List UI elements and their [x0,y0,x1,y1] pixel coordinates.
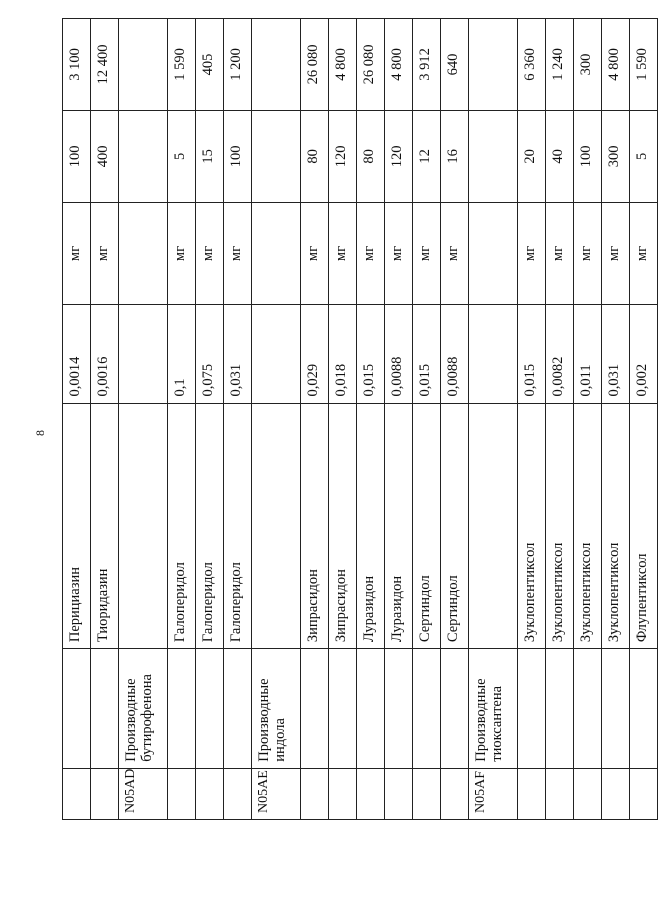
drug-name-cell: Зипрасидон [329,403,357,649]
unit-cell: мг [301,202,329,305]
unit-cell: мг [357,202,385,305]
total-cell: 3 100 [63,19,91,111]
dose-cell: 40 [546,110,574,202]
drug-table [62,18,658,820]
total-cell: 26 080 [357,19,385,111]
group-name-cell [301,649,329,769]
ddd-value-cell: 0,015 [413,305,441,403]
dose-cell: 120 [385,110,413,202]
atc-code-cell [329,768,357,819]
atc-code-cell [168,768,196,819]
atc-code-cell [630,768,658,819]
atc-code-cell: N05AD [119,768,168,819]
ddd-value-cell: 0,015 [518,305,546,403]
drug-name-cell: Галоперидол [196,403,224,649]
dose-cell: 100 [574,110,602,202]
ddd-value-cell: 0,011 [574,305,602,403]
ddd-value-cell: 0,0016 [91,305,119,403]
table-row [63,19,91,820]
atc-code-cell [224,768,252,819]
dose-cell: 120 [329,110,357,202]
atc-code-cell [413,768,441,819]
total-cell: 6 360 [518,19,546,111]
unit-cell: мг [518,202,546,305]
table-row [252,19,301,820]
drug-name-cell: Зуклопентиксол [546,403,574,649]
atc-code-cell [63,768,91,819]
drug-name-cell: Зуклопентиксол [518,403,546,649]
atc-code-cell: N05AF [469,768,518,819]
table-row [602,19,630,820]
total-cell [469,19,518,111]
group-name-cell [168,649,196,769]
ddd-value-cell: 0,0082 [546,305,574,403]
total-cell [119,19,168,111]
table-row [441,19,469,820]
group-name-cell [441,649,469,769]
total-cell: 3 912 [413,19,441,111]
atc-code-cell [91,768,119,819]
total-cell: 12 400 [91,19,119,111]
ddd-value-cell [119,305,168,403]
drug-name-cell: Флупентиксол [630,403,658,649]
group-name-cell [518,649,546,769]
unit-cell: мг [546,202,574,305]
total-cell: 300 [574,19,602,111]
dose-cell: 100 [224,110,252,202]
atc-code-cell [441,768,469,819]
drug-name-cell: Зуклопентиксол [574,403,602,649]
dose-cell: 80 [301,110,329,202]
unit-cell: мг [63,202,91,305]
group-name-cell [63,649,91,769]
ddd-value-cell: 0,1 [168,305,196,403]
group-name-cell [602,649,630,769]
dose-cell: 5 [630,110,658,202]
table-row [196,19,224,820]
table-row [357,19,385,820]
drug-name-cell: Перициазин [63,403,91,649]
table-row [91,19,119,820]
group-name-cell: Производные тиоксантена [469,649,518,769]
ddd-value-cell: 0,029 [301,305,329,403]
dose-cell: 300 [602,110,630,202]
total-cell: 1 200 [224,19,252,111]
table-row [546,19,574,820]
dose-cell [469,110,518,202]
drug-name-cell: Галоперидол [168,403,196,649]
ddd-value-cell: 0,018 [329,305,357,403]
table-row [630,19,658,820]
table-row [168,19,196,820]
page-number: 8 [33,430,47,436]
drug-name-cell [119,403,168,649]
drug-name-cell: Галоперидол [224,403,252,649]
table-row [574,19,602,820]
dose-cell: 16 [441,110,469,202]
drug-name-cell: Сертиндол [441,403,469,649]
atc-code-cell [518,768,546,819]
dose-cell: 20 [518,110,546,202]
table-row [385,19,413,820]
ddd-value-cell: 0,031 [602,305,630,403]
total-cell: 1 240 [546,19,574,111]
group-name-cell [413,649,441,769]
table-row [301,19,329,820]
drug-name-cell [469,403,518,649]
table-row [224,19,252,820]
atc-code-cell [574,768,602,819]
atc-code-cell [357,768,385,819]
group-name-cell [91,649,119,769]
total-cell: 1 590 [168,19,196,111]
dose-cell: 15 [196,110,224,202]
ddd-value-cell: 0,0088 [441,305,469,403]
drug-name-cell: Зипрасидон [301,403,329,649]
group-name-cell: Производные индола [252,649,301,769]
group-name-cell [574,649,602,769]
ddd-value-cell: 0,015 [357,305,385,403]
group-name-cell [385,649,413,769]
dose-cell: 5 [168,110,196,202]
unit-cell: мг [413,202,441,305]
unit-cell: мг [224,202,252,305]
total-cell: 640 [441,19,469,111]
total-cell: 26 080 [301,19,329,111]
drug-name-cell: Тиоридазин [91,403,119,649]
dose-cell: 80 [357,110,385,202]
table-row [119,19,168,820]
drug-name-cell [252,403,301,649]
unit-cell: мг [196,202,224,305]
unit-cell: мг [385,202,413,305]
dose-cell: 100 [63,110,91,202]
total-cell: 4 800 [602,19,630,111]
atc-code-cell [196,768,224,819]
ddd-value-cell: 0,002 [630,305,658,403]
group-name-cell [224,649,252,769]
total-cell [252,19,301,111]
table-row [413,19,441,820]
ddd-value-cell [252,305,301,403]
ddd-value-cell: 0,0014 [63,305,91,403]
table-row [518,19,546,820]
group-name-cell [630,649,658,769]
group-name-cell [357,649,385,769]
drug-name-cell: Сертиндол [413,403,441,649]
atc-code-cell: N05AE [252,768,301,819]
total-cell: 1 590 [630,19,658,111]
group-name-cell [546,649,574,769]
unit-cell [119,202,168,305]
unit-cell: мг [91,202,119,305]
group-name-cell [196,649,224,769]
atc-code-cell [301,768,329,819]
drug-name-cell: Луразидон [357,403,385,649]
unit-cell [469,202,518,305]
atc-code-cell [602,768,630,819]
group-name-cell [329,649,357,769]
dose-cell [119,110,168,202]
table-row [469,19,518,820]
unit-cell: мг [574,202,602,305]
total-cell: 405 [196,19,224,111]
unit-cell: мг [329,202,357,305]
unit-cell [252,202,301,305]
unit-cell: мг [630,202,658,305]
group-name-cell: Производные бутирофенона [119,649,168,769]
unit-cell: мг [168,202,196,305]
total-cell: 4 800 [329,19,357,111]
dose-cell: 400 [91,110,119,202]
rotated-table-container [62,18,650,820]
atc-code-cell [385,768,413,819]
drug-name-cell: Луразидон [385,403,413,649]
ddd-value-cell: 0,0088 [385,305,413,403]
unit-cell: мг [602,202,630,305]
dose-cell: 12 [413,110,441,202]
drug-table-body [63,19,658,820]
table-row [329,19,357,820]
dose-cell [252,110,301,202]
unit-cell: мг [441,202,469,305]
ddd-value-cell: 0,075 [196,305,224,403]
ddd-value-cell: 0,031 [224,305,252,403]
ddd-value-cell [469,305,518,403]
atc-code-cell [546,768,574,819]
total-cell: 4 800 [385,19,413,111]
drug-name-cell: Зуклопентиксол [602,403,630,649]
